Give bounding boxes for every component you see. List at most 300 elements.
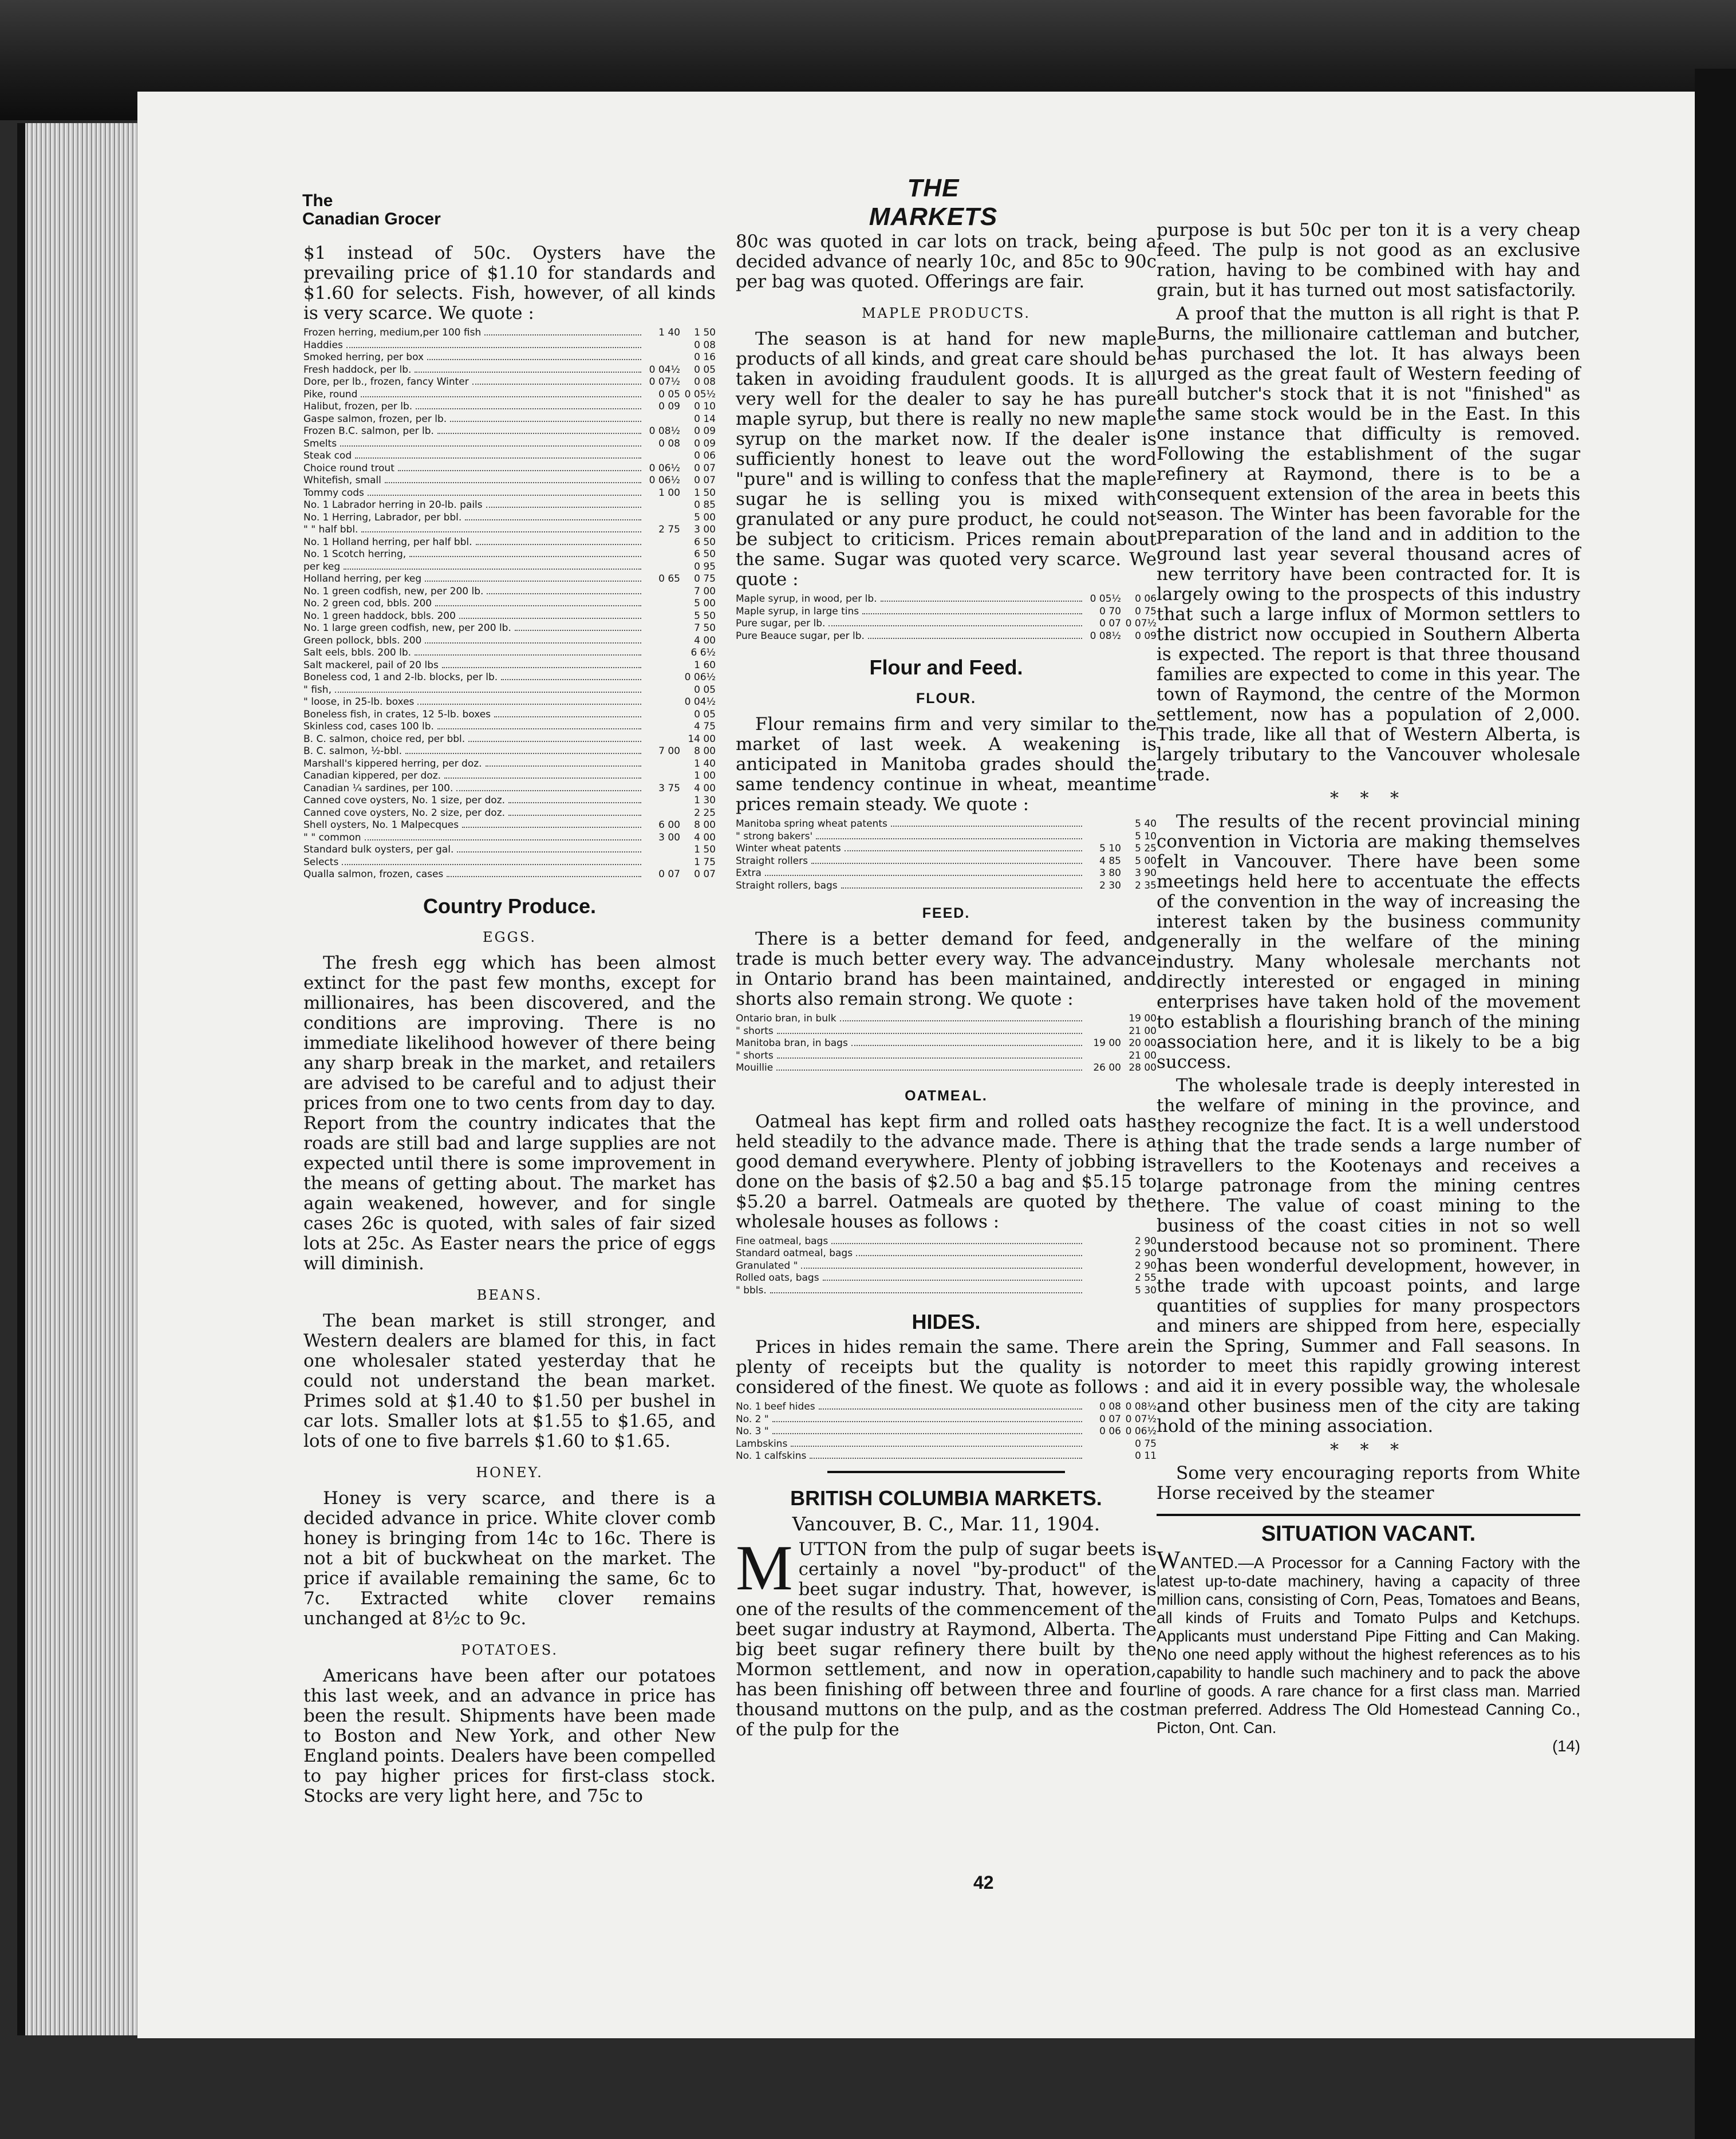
price-item: " loose, in 25-lb. boxes	[303, 696, 415, 708]
bc-paragraph-continued: purpose is but 50c per ton it is a very cheap feed. The pulp is not good as an exclusive ration, having to be combined with hay and grain, but it has turned out most satisfactorily.	[1157, 220, 1580, 301]
price-row	[736, 1025, 1157, 1038]
price-low: 0 07	[658, 869, 680, 880]
price-high: 8 00	[694, 819, 716, 831]
price-row	[303, 450, 716, 463]
price-row	[303, 696, 716, 709]
price-row	[303, 869, 716, 881]
price-row	[303, 635, 716, 648]
price-low: 0 65	[658, 573, 680, 585]
leader-dots	[437, 433, 641, 434]
price-item: Straight rollers	[736, 855, 808, 867]
price-row	[303, 413, 716, 426]
price-high: 0 05	[694, 684, 716, 696]
price-item: Standard oatmeal, bags	[736, 1248, 853, 1259]
price-high: 7 00	[694, 585, 716, 597]
price-row	[303, 487, 716, 500]
price-high: 2 90	[1135, 1235, 1157, 1247]
hides-heading: HIDES.	[912, 1310, 981, 1333]
price-item: No. 1 Herring, Labrador, per bbl.	[303, 511, 462, 523]
ad-divider	[1157, 1514, 1580, 1516]
price-low: 0 07	[1099, 618, 1121, 629]
price-row	[303, 758, 716, 771]
price-row	[303, 684, 716, 697]
leader-dots	[765, 875, 1082, 876]
price-high: 0 16	[694, 352, 716, 363]
ad-reference-number: (14)	[1552, 1737, 1580, 1755]
price-row	[736, 855, 1157, 868]
price-high: 5 00	[1135, 855, 1157, 867]
price-item: No. 2 "	[736, 1413, 769, 1425]
hides-paragraph: Prices in hides remain the same. There are plenty of receipts but the quality is not considered of the finest. We quote as follows :	[736, 1337, 1157, 1398]
price-item: Canned cove oysters, No. 2 size, per doz.	[303, 807, 506, 819]
book-page-edges	[17, 123, 145, 2035]
price-row	[303, 438, 716, 451]
price-row	[303, 389, 716, 401]
leader-dots	[456, 790, 641, 791]
price-row	[303, 807, 716, 820]
leader-dots	[801, 1268, 1082, 1269]
price-high: 0 14	[694, 413, 716, 425]
price-row	[736, 843, 1157, 855]
price-low: 2 30	[1099, 879, 1121, 891]
leader-dots	[486, 507, 641, 508]
price-item: Canned cove oysters, No. 1 size, per doz.	[303, 795, 506, 806]
price-item: No. 1 Scotch herring,	[303, 548, 407, 560]
price-row	[303, 524, 716, 536]
price-row	[303, 844, 716, 857]
price-item: Standard bulk oysters, per gal.	[303, 844, 454, 855]
leader-dots	[476, 544, 641, 545]
price-item: Straight rollers, bags	[736, 879, 838, 891]
maple-paragraph: The season is at hand for new maple products of all kinds, and great care should be taken in avoiding fraudulent goods. It is all very well for the dealer to say he has pure maple syrup, but there is really no new maple syrup on the market now. If the dealer is sufficiently honest to leave out the word "pure" and is willing to confess that the maple sugar he is selling you is mixed with granulated or any pure product, he could not be subject to criticism. Prices remain about the same. Sugar was quoted very scarce. We quote :	[736, 329, 1157, 590]
price-row	[303, 463, 716, 475]
price-row	[303, 376, 716, 389]
section-stars-2: * * *	[1329, 1440, 1407, 1460]
price-high: 3 00	[694, 524, 716, 535]
price-row	[303, 721, 716, 733]
price-low: 3 80	[1099, 867, 1121, 879]
price-high: 0 75	[694, 573, 716, 585]
price-item: Salt eels, bbls. 200 lb.	[303, 647, 412, 658]
price-item: Winter wheat patents	[736, 843, 841, 854]
maple-subheading: MAPLE PRODUCTS.	[861, 305, 1031, 321]
price-row	[303, 770, 716, 783]
price-low: 0 08	[658, 437, 680, 449]
leader-dots	[811, 863, 1082, 864]
price-high: 0 09	[694, 437, 716, 449]
price-row	[303, 475, 716, 487]
price-high: 7 50	[694, 622, 716, 634]
leader-dots	[385, 482, 641, 483]
leader-dots	[770, 1292, 1082, 1293]
flour-paragraph: Flour remains firm and very similar to the market of last week. A weakening is anticipated in Manitoba grades should the same tendency continue in wheat, meantime prices remain steady. We quote :	[736, 714, 1157, 815]
price-high: 1 00	[694, 770, 716, 782]
leader-dots	[417, 704, 641, 705]
price-high: 0 75	[1135, 605, 1157, 617]
price-high: 28 00	[1129, 1062, 1157, 1074]
leader-dots	[508, 802, 641, 803]
price-high: 0 07	[694, 869, 716, 880]
price-low: 5 10	[1099, 843, 1121, 854]
price-low: 0 04½	[649, 364, 680, 376]
leader-dots	[501, 679, 641, 680]
price-row	[303, 819, 716, 832]
price-row	[303, 832, 716, 844]
price-high: 1 30	[694, 795, 716, 806]
price-high: 5 25	[1135, 843, 1157, 854]
price-high: 3 90	[1135, 867, 1157, 879]
leader-dots	[346, 347, 641, 348]
price-high: 21 00	[1129, 1049, 1157, 1061]
feed-price-list	[736, 1013, 1157, 1075]
leader-dots	[831, 1243, 1082, 1244]
price-row	[303, 733, 716, 746]
price-high: 0 06	[1135, 593, 1157, 605]
price-item: Extra	[736, 867, 762, 879]
leader-dots	[361, 531, 641, 532]
leader-dots	[450, 421, 641, 422]
price-item: Fine oatmeal, bags	[736, 1235, 828, 1247]
price-item: Shell oysters, No. 1 Malpecques	[303, 819, 459, 831]
price-high: 0 10	[694, 401, 716, 412]
flour-subheading: FLOUR.	[916, 690, 977, 707]
leader-dots	[777, 1033, 1082, 1034]
price-high: 0 07	[694, 462, 716, 474]
price-row	[736, 1272, 1157, 1285]
price-item: Boneless fish, in crates, 12 5-lb. boxes	[303, 708, 491, 720]
leader-dots	[444, 778, 641, 779]
price-item: Pure Beauce sugar, per lb.	[736, 630, 865, 642]
price-item: Halibut, frozen, per lb.	[303, 401, 413, 412]
leader-dots	[810, 1458, 1082, 1459]
price-row	[303, 364, 716, 377]
price-row	[736, 630, 1157, 643]
situation-vacant-heading: SITUATION VACANT.	[1261, 1522, 1476, 1546]
price-item: Fresh haddock, per lb.	[303, 364, 412, 376]
price-high: 5 30	[1135, 1284, 1157, 1296]
price-row	[303, 857, 716, 869]
leader-dots	[828, 625, 1082, 626]
price-row	[303, 586, 716, 598]
price-item: Granulated "	[736, 1260, 798, 1272]
leader-dots	[508, 815, 641, 816]
price-row	[303, 622, 716, 635]
price-low: 0 07½	[649, 376, 680, 388]
potatoes-paragraph: Americans have been after our potatoes this last week, and an advance in price has been the result. Shipments have been made to Boston and New York, and other New England points. Dealers have been compelled to pay higher prices for first-class stock. Stocks are very light here, and 75c to	[303, 1665, 716, 1806]
leader-dots	[425, 642, 641, 644]
price-row	[736, 867, 1157, 880]
price-item: Ontario bran, in bulk	[736, 1013, 837, 1024]
price-high: 4 00	[694, 831, 716, 843]
beans-subheading: BEANS.	[476, 1286, 543, 1303]
price-high: 0 07½	[1125, 1413, 1157, 1425]
price-row	[736, 1450, 1157, 1463]
price-item: " fish,	[303, 684, 332, 696]
price-high: 2 90	[1135, 1260, 1157, 1272]
leader-dots	[486, 765, 641, 767]
leader-dots	[845, 850, 1082, 851]
column-middle	[736, 232, 1157, 1743]
price-high: 0 08	[694, 339, 716, 351]
price-high: 5 00	[694, 511, 716, 523]
leader-dots	[891, 826, 1082, 827]
price-high: 1 60	[694, 659, 716, 671]
leader-dots	[435, 605, 641, 606]
price-item: Holland herring, per keg	[303, 573, 422, 585]
price-row	[303, 512, 716, 524]
leader-dots	[856, 1255, 1082, 1256]
price-row	[303, 561, 716, 574]
price-item: Mouillie	[736, 1062, 774, 1074]
price-low: 0 05½	[1090, 593, 1121, 605]
price-item: Steak cod	[303, 450, 352, 461]
price-item: No. 1 large green codfish, new, per 200 lb.	[303, 622, 511, 634]
price-item: No. 1 green codfish, new, per 200 lb.	[303, 585, 484, 597]
price-row	[303, 795, 716, 807]
price-high: 0 07½	[1125, 618, 1157, 629]
price-item: Salt mackerel, pail of 20 lbs	[303, 659, 439, 671]
price-item: Manitoba spring wheat patents	[736, 818, 887, 830]
price-row	[736, 1401, 1157, 1414]
drop-cap: M	[736, 1532, 793, 1604]
leader-dots	[791, 1446, 1082, 1447]
price-high: 0 08	[694, 376, 716, 388]
leader-dots	[405, 753, 641, 754]
price-row	[303, 660, 716, 672]
ad-lead-letter: W	[1157, 1546, 1181, 1574]
leader-dots	[840, 1020, 1082, 1021]
leader-dots	[881, 601, 1082, 602]
page-number: 42	[973, 1872, 994, 1893]
section-title: THE MARKETS	[869, 174, 998, 231]
price-item: No. 1 green haddock, bbls. 200	[303, 610, 456, 622]
leader-dots	[416, 408, 641, 409]
price-item: No. 1 Labrador herring in 20-lb. pails	[303, 499, 483, 511]
price-high: 8 00	[694, 745, 716, 757]
price-low: 1 40	[658, 327, 680, 338]
price-row	[303, 340, 716, 352]
leader-dots	[442, 667, 641, 668]
hides-price-list	[736, 1401, 1157, 1463]
price-high: 5 10	[1135, 830, 1157, 842]
leader-dots	[447, 876, 641, 877]
price-high: 1 75	[694, 856, 716, 868]
price-low: 4 85	[1099, 855, 1121, 867]
feed-paragraph: There is a better demand for feed, and trade is much better every way. The advance in Ontario brand has been maintained, and shorts also remain strong. We quote :	[736, 929, 1157, 1009]
price-row	[303, 783, 716, 795]
price-row	[303, 548, 716, 561]
bc-dateline: Vancouver, B. C., Mar. 11, 1904.	[792, 1512, 1100, 1535]
flour-feed-heading: Flour and Feed.	[869, 656, 1023, 679]
leader-dots	[415, 654, 641, 656]
price-row	[303, 536, 716, 549]
oatmeal-price-list	[736, 1236, 1157, 1297]
price-item: " strong bakers'	[736, 830, 813, 842]
wholesale-mining-paragraph: The wholesale trade is deeply interested in the welfare of mining in the province, and they recognize the fact. It is a well understood thing that the trade sends a large number of travellers to the Kootenays and receives a large patronage from the mining centres there. The value of coast mining to the business of the coast cities in not so well understood because not so prominent. There has been wonderful development, however, in the trade with upcoast points, and large quantities of supplies for many prospectors and miners are shipped from here, especially in the Spring, Summer and Fall seasons. In order to meet this rapidly growing interest and aid it in every possible way, the wholesale and other business men of the city are taking hold of the mining association.	[1157, 1075, 1580, 1436]
price-row	[303, 573, 716, 586]
eggs-subheading: EGGS.	[482, 929, 537, 945]
leader-dots	[819, 1408, 1082, 1410]
price-row	[736, 1426, 1157, 1438]
price-high: 21 00	[1129, 1025, 1157, 1037]
leader-dots	[409, 556, 641, 557]
price-row	[303, 610, 716, 623]
price-row	[303, 745, 716, 758]
price-row	[303, 647, 716, 660]
price-high: 0 11	[1135, 1450, 1157, 1462]
price-low: 3 75	[658, 782, 680, 794]
price-item: Selects	[303, 856, 339, 868]
section-stars: * * *	[1329, 788, 1407, 808]
honey-paragraph: Honey is very scarce, and there is a decided advance in price. White clover comb honey is bringing from 14c to 16c. There is not a bit of buckwheat on the market. The price if available remaining the same, 6c to 7c. Extracted white clover remains unchanged at 8½c to 9c.	[303, 1487, 716, 1629]
price-high: 1 50	[694, 487, 716, 499]
price-high: 0 06½	[1125, 1426, 1157, 1437]
price-item: Smelts	[303, 437, 337, 449]
price-row	[303, 401, 716, 413]
price-row	[303, 352, 716, 364]
leader-dots	[862, 613, 1082, 614]
price-item: Canadian kippered, per doz.	[303, 770, 441, 782]
price-high: 1 40	[694, 757, 716, 769]
leader-dots	[772, 1433, 1082, 1434]
price-item: " shorts	[736, 1049, 774, 1061]
price-item: Choice round trout	[303, 462, 394, 474]
price-item: Pure sugar, per lb.	[736, 618, 826, 629]
price-row	[736, 818, 1157, 831]
price-item: Dore, per lb., frozen, fancy Winter	[303, 376, 469, 388]
price-row	[303, 327, 716, 340]
price-high: 2 55	[1135, 1272, 1157, 1284]
price-row	[736, 1260, 1157, 1273]
leader-dots	[368, 495, 641, 496]
price-row	[736, 1037, 1157, 1050]
price-row	[303, 499, 716, 512]
price-low: 0 08	[1099, 1401, 1121, 1412]
price-row	[736, 1248, 1157, 1260]
price-high: 0 08½	[1125, 1401, 1157, 1412]
leader-dots	[777, 1057, 1082, 1059]
price-item: " bbls.	[736, 1284, 767, 1296]
price-low: 0 06	[1099, 1426, 1121, 1437]
price-low: 0 08½	[1090, 630, 1121, 642]
column-right	[1157, 220, 1580, 1755]
price-low: 0 06½	[649, 475, 680, 486]
country-produce-heading: Country Produce.	[423, 894, 597, 918]
price-item: Frozen B.C. salmon, per lb.	[303, 425, 434, 437]
leader-dots	[340, 445, 641, 447]
price-item: B. C. salmon, choice red, per bbl.	[303, 733, 465, 745]
potatoes-continued: 80c was quoted in car lots on track, being a decided advance of nearly 10c, and 85c to 90c per bag was quoted. Offerings are fair.	[736, 231, 1157, 292]
publication-name: The Canadian Grocer	[302, 191, 441, 228]
price-high: 19 00	[1129, 1013, 1157, 1024]
price-item: No. 3 "	[736, 1426, 769, 1437]
price-item: Frozen herring, medium,per 100 fish	[303, 327, 482, 338]
price-item: No. 1 calfskins	[736, 1450, 807, 1462]
price-item: No. 1 Holland herring, per half bbl.	[303, 536, 472, 548]
price-item: " " half bbl.	[303, 524, 358, 535]
price-low: 2 75	[658, 524, 680, 535]
bc-markets-heading: BRITISH COLUMBIA MARKETS.	[790, 1486, 1102, 1510]
leader-dots	[468, 741, 641, 742]
eggs-paragraph: The fresh egg which has been almost extinct for the past few months, except for millionaires, has been discovered, and the conditions are improving. There is no immediate likelihood however of there being any sharp break in the market, and retailers are advised to be careful and to adjust their prices from one to two cents from day to day. Report from the country indicates that the roads are still bad and large supplies are not expected until there is some improvement in the means of getting about. The market has again weakened, however, and for single cases 26c is quoted, with sales of fair sized lots at 25c. As Easter nears the price of eggs will diminish.	[303, 952, 716, 1274]
price-high: 0 09	[694, 425, 716, 437]
price-high: 6 50	[694, 536, 716, 548]
leader-dots	[841, 887, 1082, 889]
fish-intro: $1 instead of 50c. Oysters have the prevailing price of $1.10 for standards and $1.60 for selects. Fish, however, of all kinds is very scarce. We quote :	[303, 243, 716, 323]
price-low: 6 00	[658, 819, 680, 831]
price-row	[736, 1438, 1157, 1451]
price-row	[736, 1236, 1157, 1248]
price-item: Manitoba bran, in bags	[736, 1037, 848, 1049]
price-row	[303, 598, 716, 610]
price-item: Canadian ¼ sardines, per 100.	[303, 782, 453, 794]
price-item: " " common	[303, 831, 361, 843]
price-low: 19 00	[1093, 1037, 1121, 1049]
price-high: 5 50	[694, 610, 716, 622]
leader-dots	[484, 334, 641, 336]
section-divider	[827, 1471, 1065, 1473]
price-item: per keg	[303, 561, 341, 573]
price-high: 4 75	[694, 721, 716, 732]
price-item: Pike, round	[303, 388, 358, 400]
price-high: 2 25	[694, 807, 716, 819]
price-row	[736, 606, 1157, 618]
price-high: 0 85	[694, 499, 716, 511]
oatmeal-subheading: OATMEAL.	[905, 1087, 988, 1104]
beans-paragraph: The bean market is still stronger, and Western dealers are blamed for this, in fact one wholesaler stated yesterday that he could not understand the bean market. Primes sold at $1.40 to $1.50 per bushel in car lots. Smaller lots at $1.55 to $1.65, and lots of one to five barrels $1.60 to $1.65.	[303, 1310, 716, 1451]
price-item: Tommy cods	[303, 487, 364, 499]
price-row	[303, 672, 716, 684]
price-high: 2 35	[1135, 879, 1157, 891]
price-high: 1 50	[694, 844, 716, 855]
price-item: Maple syrup, in large tins	[736, 605, 859, 617]
price-row	[736, 831, 1157, 843]
price-item: Green pollock, bbls. 200	[303, 634, 422, 646]
price-item: No. 1 beef hides	[736, 1401, 815, 1412]
price-high: 0 09	[1135, 630, 1157, 642]
maple-price-list	[736, 593, 1157, 642]
price-row	[736, 1414, 1157, 1426]
price-row	[736, 1013, 1157, 1025]
leader-dots	[437, 728, 641, 729]
price-item: Boneless cod, 1 and 2-lb. blocks, per lb.	[303, 672, 498, 683]
price-row	[303, 425, 716, 438]
leader-dots	[425, 581, 641, 582]
price-low: 3 00	[658, 831, 680, 843]
price-row	[736, 880, 1157, 893]
price-item: Haddies	[303, 339, 343, 351]
feed-subheading: FEED.	[922, 905, 970, 921]
leader-dots	[472, 384, 641, 385]
price-row	[736, 1050, 1157, 1063]
price-high: 0 75	[1135, 1438, 1157, 1450]
price-high: 6 6½	[691, 647, 716, 658]
price-high: 14 00	[688, 733, 716, 745]
price-low: 0 06½	[649, 462, 680, 474]
price-high: 0 05	[694, 364, 716, 376]
leader-dots	[823, 1280, 1082, 1281]
leader-dots	[487, 593, 641, 594]
leader-dots	[515, 630, 641, 631]
price-item: Marshall's kippered herring, per doz.	[303, 757, 482, 769]
price-item: Rolled oats, bags	[736, 1272, 819, 1284]
price-item: " shorts	[736, 1025, 774, 1037]
price-item: B. C. salmon, ½-bbl.	[303, 745, 403, 757]
price-high: 4 00	[694, 782, 716, 794]
leader-dots	[342, 864, 641, 865]
price-high: 5 00	[694, 598, 716, 609]
price-item: No. 2 green cod, bbls. 200	[303, 598, 432, 609]
